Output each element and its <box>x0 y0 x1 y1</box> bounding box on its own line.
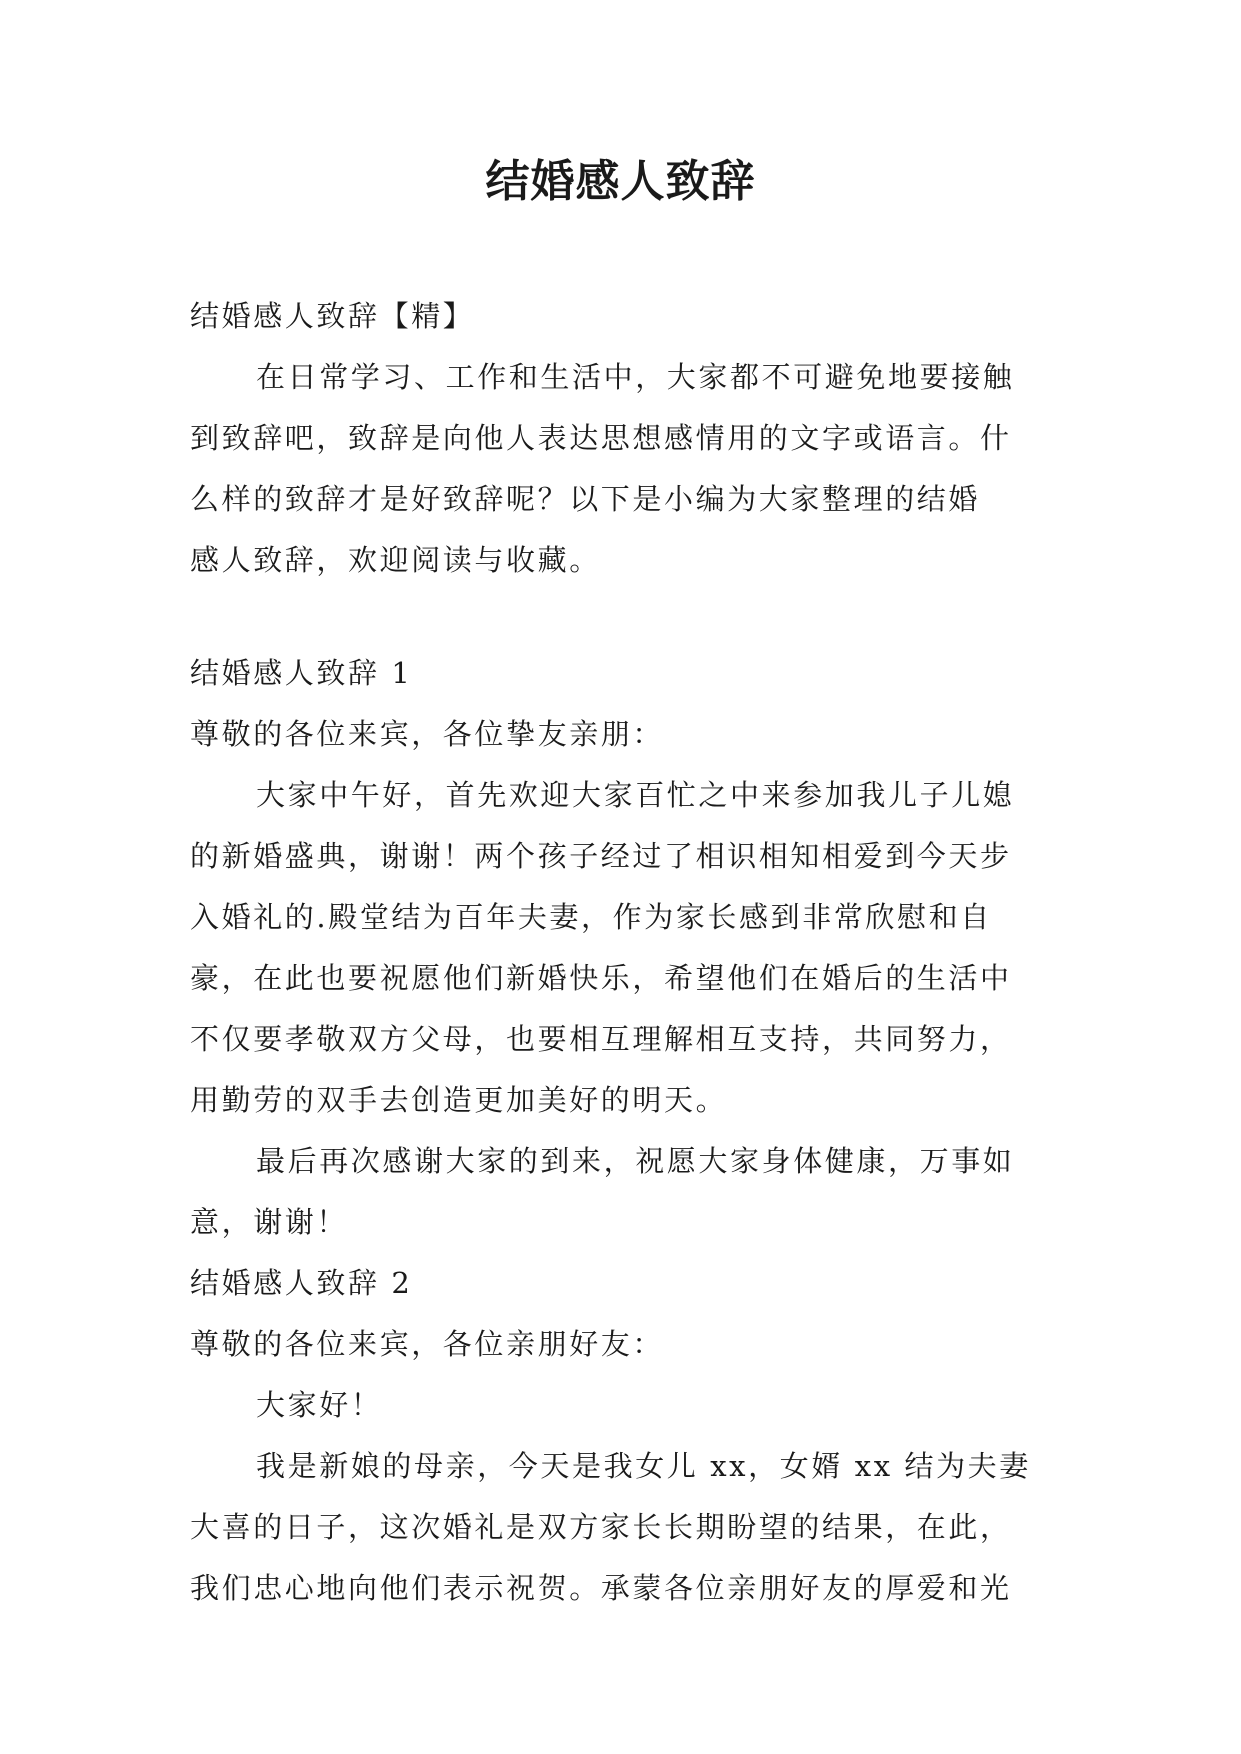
section-heading: 结婚感人致辞 1 <box>190 656 413 690</box>
paragraph-gap <box>190 591 1070 643</box>
paragraph-line: 大家中午好，首先欢迎大家百忙之中来参加我儿子儿媳 <box>256 778 1015 812</box>
section-heading: 结婚感人致辞 2 <box>190 1266 413 1300</box>
paragraph-line: 我是新娘的母亲，今天是我女儿 xx，女婿 xx 结为夫妻 <box>256 1449 1031 1483</box>
paragraph-line: 到致辞吧，致辞是向他人表达思想感情用的文字或语言。什 <box>190 421 1012 455</box>
section-heading: 结婚感人致辞【精】 <box>190 299 475 333</box>
salutation-line: 尊敬的各位来宾，各位亲朋好友： <box>190 1327 665 1361</box>
paragraph-line: 不仅要孝敬双方父母，也要相互理解相互支持，共同努力， <box>190 1022 1012 1056</box>
paragraph-line: 大喜的日子，这次婚礼是双方家长长期盼望的结果，在此， <box>190 1510 1012 1544</box>
paragraph-line: 意，谢谢！ <box>190 1205 349 1239</box>
paragraph-line: 最后再次感谢大家的到来，祝愿大家身体健康，万事如 <box>256 1144 1015 1178</box>
salutation-line: 尊敬的各位来宾，各位挚友亲朋： <box>190 717 665 751</box>
paragraph-line: 大家好！ <box>256 1388 383 1422</box>
paragraph-line: 我们忠心地向他们表示祝贺。承蒙各位亲朋好友的厚爱和光 <box>190 1571 1012 1605</box>
paragraph-line: 用勤劳的双手去创造更加美好的明天。 <box>190 1083 728 1117</box>
paragraph-line: 的新婚盛典，谢谢！两个孩子经过了相识相知相爱到今天步 <box>190 839 1012 873</box>
paragraph-line: 入婚礼的.殿堂结为百年夫妻，作为家长感到非常欣慰和自 <box>190 900 992 934</box>
paragraph-line: 在日常学习、工作和生活中，大家都不可避免地要接触 <box>256 360 1015 394</box>
document-body <box>190 286 1070 1619</box>
document-title: 结婚感人致辞 <box>485 156 756 207</box>
paragraph-line: 豪，在此也要祝愿他们新婚快乐，希望他们在婚后的生活中 <box>190 961 1012 995</box>
paragraph-line: 感人致辞，欢迎阅读与收藏。 <box>190 543 601 577</box>
paragraph-line: 么样的致辞才是好致辞呢？以下是小编为大家整理的结婚 <box>190 482 981 516</box>
